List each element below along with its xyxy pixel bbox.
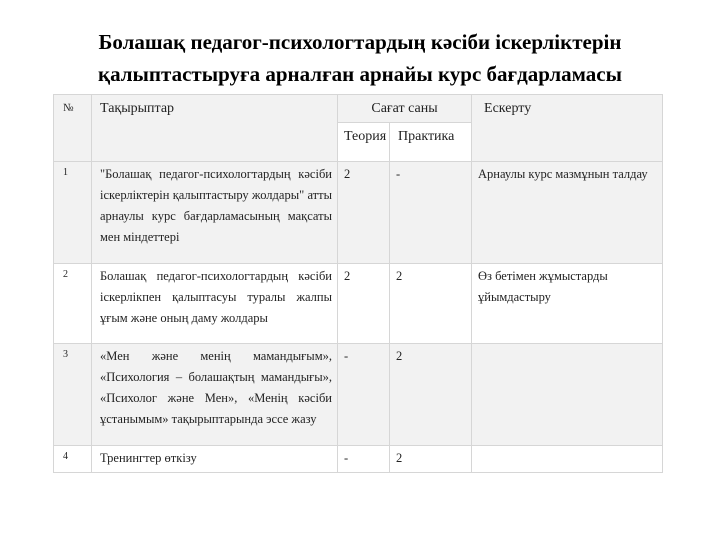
table-row [54,446,663,473]
row-practice: 2 [390,264,472,344]
table-row [54,344,663,446]
course-program-table [53,94,663,473]
header-note: Ескерту [472,95,663,162]
row-note: Арнаулы курс мазмұнын талдау [472,162,663,264]
row-note [472,446,663,473]
row-practice: - [390,162,472,264]
row-practice: 2 [390,446,472,473]
row-topic: Тренингтер өткізу [92,446,338,473]
page-title: Болашақ педагог-психологтардың кәсіби іскерліктерін қалыптастыруға арналған арнайы курс бағдарламасы [97,30,623,86]
table-row [54,162,663,264]
row-practice: 2 [390,344,472,446]
row-note: Өз бетімен жұмыстарды ұйымдастыру [472,264,663,344]
header-practice: Практика [390,123,472,162]
header-row [54,95,663,123]
header-hours: Сағат саны [338,95,472,123]
row-theory: - [338,446,390,473]
header-number: № [54,95,92,162]
row-number: 2 [54,264,92,344]
row-theory: - [338,344,390,446]
row-theory: 2 [338,162,390,264]
row-note [472,344,663,446]
row-number: 4 [54,446,92,473]
row-topic: «Мен және менің мамандығым», «Психология – болашақтың мамандығы», «Психолог және Мен», «Менің кәсіби ұстанымым» тақырыптарында эссе жазу [92,344,338,446]
table-row [54,264,663,344]
header-topics: Тақырыптар [92,95,338,162]
header-theory: Теория [338,123,390,162]
row-topic: Болашақ педагог-психологтардың кәсіби іскерлікпен қалыптасуы туралы жалпы ұғым және оның даму жолдары [92,264,338,344]
row-theory: 2 [338,264,390,344]
row-number: 3 [54,344,92,446]
row-number: 1 [54,162,92,264]
row-topic: "Болашақ педагог-психологтардың кәсіби іскерліктерін қалыптастыру жолдары" атты арнаулы курс бағдарламасының мақсаты мен міндеттері [92,162,338,264]
